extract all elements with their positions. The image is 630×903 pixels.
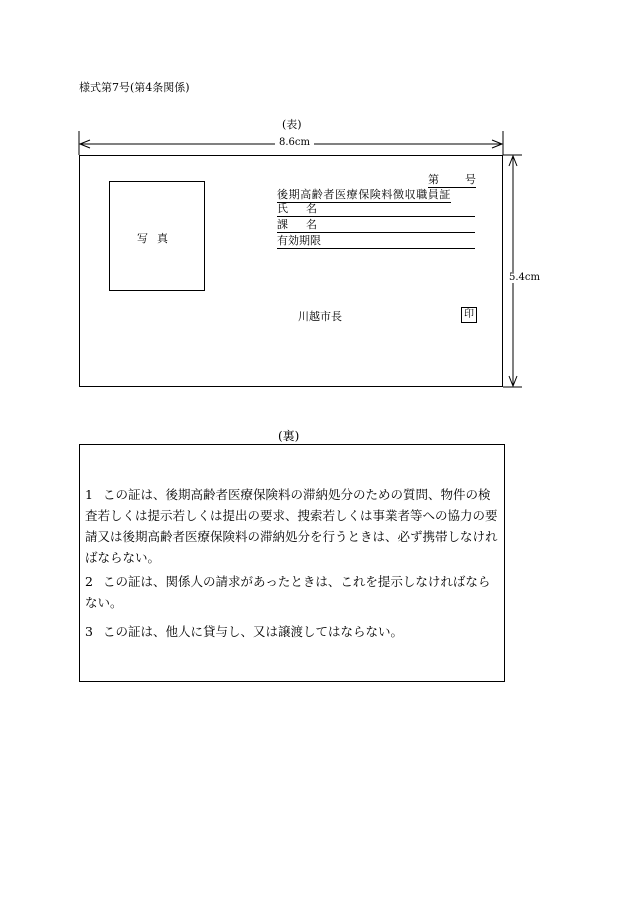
back-item-2 [85, 571, 500, 613]
form-title: 様式第7号(第4条関係) [79, 81, 190, 94]
photo-label: 写真 [137, 232, 177, 245]
back-item-text: この証は、他人に貸与し、又は譲渡してはならない。 [103, 624, 404, 639]
department-field: 課名 [277, 218, 475, 233]
valid-until-field: 有効期限 [277, 234, 475, 249]
seal-mark: 印 [461, 307, 477, 323]
name-field: 氏名 [277, 202, 475, 217]
back-item-text: この証は、関係人の請求があったときは、これを提示しなければならない。 [85, 574, 491, 610]
back-item-number: 1 [85, 487, 93, 502]
number-suffix: 号 [465, 173, 476, 186]
card-title: 後期高齢者医療保険料徴収職員証 [277, 188, 451, 201]
back-item-number: 3 [85, 624, 93, 639]
number-prefix: 第 [428, 173, 439, 186]
back-item-number: 2 [85, 574, 93, 589]
back-item-text: この証は、後期高齢者医療保険料の滞納処分のための質問、物件の検査若しくは提示若しくは提出の要求、捜索若しくは事業者等への協力の要請又は後期高齢者医療保険料の滞納処分を行うときは、必ず携帯しなければならない。 [85, 487, 498, 565]
height-dimension-label: 5.4cm [509, 272, 540, 283]
back-side-label: (裏) [278, 429, 300, 443]
back-item-1 [85, 484, 500, 568]
width-dimension-label: 8.6cm [275, 137, 314, 148]
front-side-label: (表) [282, 118, 302, 131]
issuer-label: 川越市長 [298, 310, 342, 323]
photo-box [109, 181, 205, 291]
back-item-3 [85, 621, 500, 642]
